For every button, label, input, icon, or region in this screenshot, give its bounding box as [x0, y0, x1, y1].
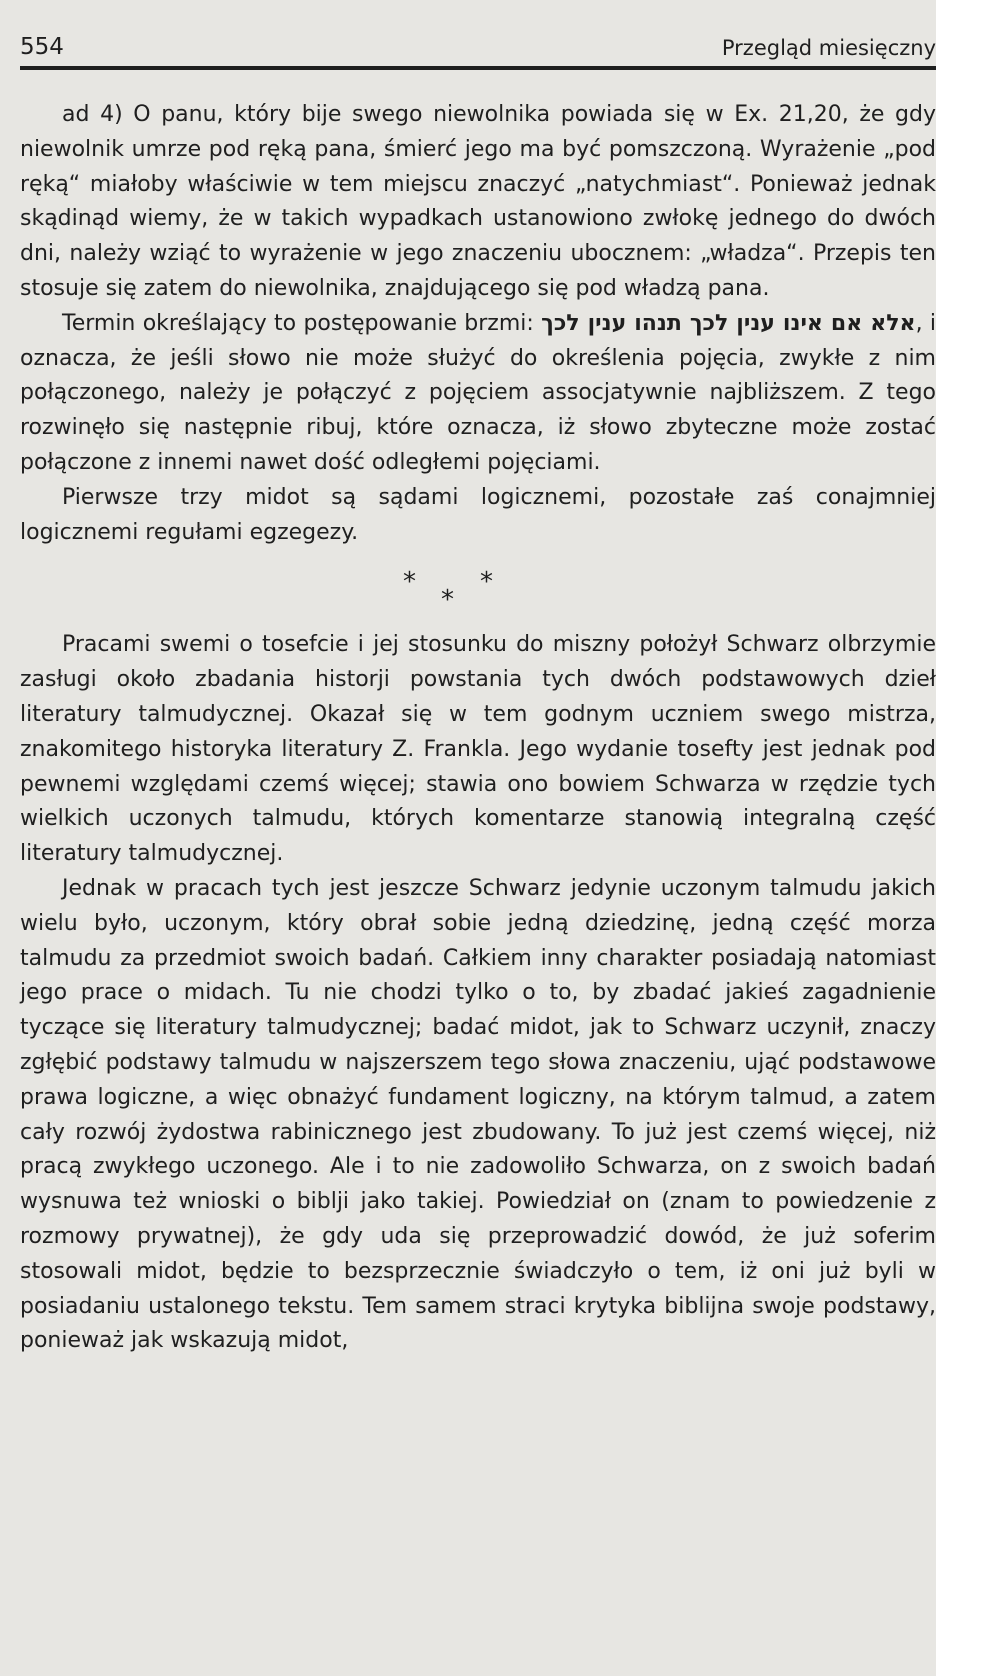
hebrew-term: אלא אם אינו ענין לכך תנהו ענין לכך: [541, 310, 916, 336]
page-margin-right: [936, 0, 1000, 1676]
separator-star: *: [403, 567, 416, 598]
paragraph-termin-start: Termin określający to postępowanie brzmi:: [62, 310, 542, 336]
separator-star: *: [441, 585, 454, 616]
paragraph-ad-4: ad 4) O panu, który bije swego niewolnika powiada się w Ex. 21,20, że gdy niewolnik umrze pod ręką pana, śmierć jego ma być pomszczoną. Wyrażenie „pod ręką“ miałoby właściwie w tem miejscu znaczyć „natychmiast“. Ponieważ jednak skądinąd wiemy, że w takich wypadkach ustanowiono zwłokę jednego do dwóch dni, należy wziąć to wyrażenie w jego znaczeniu ubocznem: „władza“. Przepis ten stosuje się zatem do niewolnika, znajdującego się pod władzą pana.: [20, 102, 936, 301]
page-number: 554: [20, 34, 64, 60]
paragraph-termin: [20, 307, 936, 481]
paragraph-termin-end: , i oznacza, że jeśli słowo nie może służyć do określenia pojęcia, zwykłe z nim połączonego, należy je połączyć z pojęciem assocjatywnie najbliższem. Z tego rozwinęło się następnie ribuj, które oznacza, iż słowo zbyteczne może zostać połączone z innemi nawet dość odległemi pojęciami.: [20, 310, 936, 475]
separator-star: *: [480, 567, 493, 598]
paragraph-midot-research: Jednak w pracach tych jest jeszcze Schwarz jedynie uczonym talmudu jakich wielu było, uczonym, który obrał sobie jedną dziedzinę, jedną część morza talmudu za przedmiot swoich badań. Całkiem inny charakter posiadają natomiast jego prace o midach. Tu nie chodzi tylko o to, by zbadać jakieś zagadnienie tyczące się literatury talmudycznej; badać midot, jak to Schwarz uczynił, znaczy zgłębić podstawy talmudu w najszerszem tego słowa znaczeniu, ująć podstawowe prawa logiczne, a więc obnażyć fundament logiczny, na którym talmud, a zatem cały rozwój żydostwa rabinicznego jest zbudowany. To już jest czemś więcej, niż pracą zwykłego uczonego. Ale i to nie zadowoliło Schwarza, on z swoich badań wysnuwa też wnioski o biblji jako takiej. Powiedział on (znam to powiedzenie z rozmowy prywatnej), że gdy uda się przeprowadzić dowód, że już soferim stosowali midot, będzie to bezsprzecznie świadczyło o tem, iż oni już byli w posiadaniu ustalonego tekstu. Tem samem straci krytyka biblijna swoje podstawy, ponieważ jak wskazują midot,: [20, 875, 936, 1354]
paragraph-midot: Pierwsze trzy midot są sądami logicznemi, pozostałe zaś conajmniej logicznemi regułami egzegezy.: [20, 484, 936, 545]
body-text: [20, 98, 936, 1359]
page-header: [20, 34, 936, 66]
paragraph-tosefta: Pracami swemi o tosefcie i jej stosunku do miszny położył Schwarz olbrzymie zasługi około zbadania historji powstania tych dwóch podstawowych dzieł literatury talmudycznej. Okazał się w tem godnym uczniem swego mistrza, znakomitego historyka literatury Z. Frankla. Jego wydanie tosefty jest jednak pod pewnemi względami czemś więcej; stawia ono bowiem Schwarza w rzędzie tych wielkich uczonych talmudu, których komentarze stanowią integralną część literatury talmudycznej.: [20, 632, 936, 867]
running-title: Przegląd miesięczny: [721, 36, 936, 60]
header-rule: [20, 66, 936, 70]
section-separator: [20, 564, 936, 628]
